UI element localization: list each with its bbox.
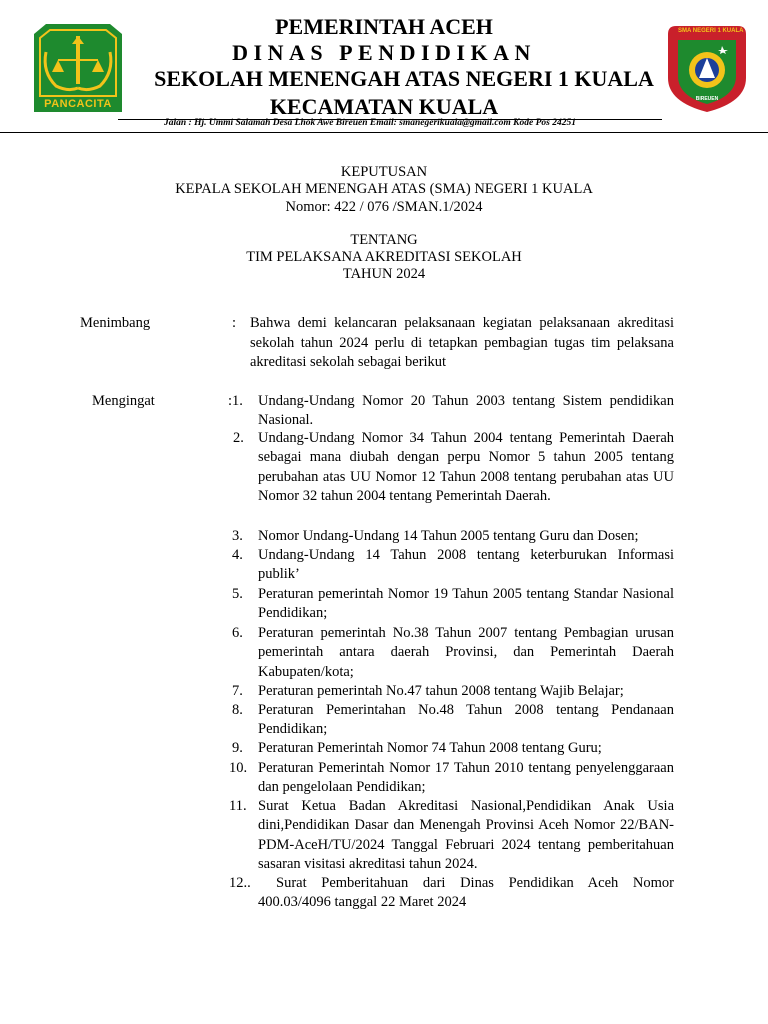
- mengingat-item-text: Peraturan Pemerintah Nomor 17 Tahun 2010 tentang penyelenggaraan dan pengelolaan Pendidikan;: [258, 760, 674, 796]
- pancacita-text: PANCACITA: [44, 98, 112, 110]
- menimbang-text: Bahwa demi kelancaran pelaksanaan kegiatan pelaksanaan akreditasi sekolah tahun 2024 perlu di tetapkan pembagian tugas tim pelaksana akreditasi sekolah sebagai berikut: [250, 315, 674, 370]
- mengingat-item-number: 4.: [232, 547, 243, 563]
- menimbang-colon: :: [232, 315, 237, 331]
- mengingat-label: Mengingat: [92, 393, 155, 409]
- mengingat-item-text: Surat Pemberitahuan dari Dinas Pendidikan Aceh Nomor 400.03/4096 tanggal 22 Maret 2024: [258, 875, 674, 911]
- decree-subject: TIM PELAKSANA AKREDITASI SEKOLAH: [246, 249, 522, 265]
- mengingat-item-number: 5.: [232, 586, 243, 602]
- decree-number: Nomor: 422 / 076 /SMAN.1/2024: [285, 199, 483, 215]
- letterhead-address: Jalan : Hj. Ummi Salamah Desa Lhok Awe Bireuen Email: smanegerikuala@gmail.com Kode Pos 24251: [164, 118, 576, 128]
- letterhead-department: DINAS PENDIDIKAN: [232, 40, 536, 65]
- school-logo-text: SMA NEGERI 1 KUALA: [678, 28, 744, 34]
- letterhead-government: PEMERINTAH ACEH: [275, 14, 493, 39]
- mengingat-item-text: Peraturan pemerintah No.47 tahun 2008 tentang Wajib Belajar;: [258, 683, 624, 699]
- mengingat-item-text: Peraturan Pemerintah Nomor 74 Tahun 2008 tentang Guru;: [258, 740, 602, 756]
- menimbang-label: Menimbang: [80, 315, 151, 331]
- mengingat-item-number: 7.: [232, 683, 243, 699]
- letterhead-school: SEKOLAH MENENGAH ATAS NEGERI 1 KUALA: [154, 66, 654, 91]
- letterhead-district: KECAMATAN KUALA: [269, 94, 499, 119]
- mengingat-item-number: :1.: [228, 393, 243, 409]
- mengingat-item-text: Surat Ketua Badan Akreditasi Nasional,Pendidikan Anak Usia dini,Pendidikan Dasar dan Menengah Provinsi Aceh Nomor 22/BAN-PDM-AceH/TU/2024 Tanggal Februari 2024 tentang pemberitahuan sasaran visitasi akreditasi tahun 2024.: [258, 798, 674, 873]
- mengingat-item-text: Peraturan pemerintah No.38 Tahun 2007 tentang Pembagian urusan pemerintah antara daerah Provinsi, dan Pemerintah Daerah Kabupaten/kota;: [258, 625, 674, 680]
- mengingat-item-text: Undang-Undang Nomor 20 Tahun 2003 tentang Sistem pendidikan Nasional.: [258, 393, 674, 429]
- mengingat-item-text: Undang-Undang 14 Tahun 2008 tentang keterburukan Informasi publik’: [258, 547, 674, 583]
- mengingat-item-number: 9.: [232, 740, 243, 756]
- mengingat-item-number: 2.: [233, 430, 244, 446]
- mengingat-item-text: Nomor Undang-Undang 14 Tahun 2005 tentang Guru dan Dosen;: [258, 528, 639, 544]
- decree-heading: KEPUTUSAN: [340, 164, 428, 180]
- mengingat-item-number: 12..: [229, 875, 251, 891]
- mengingat-item-text: Peraturan Pemerintahan No.48 Tahun 2008 tentang Pendanaan Pendidikan;: [258, 702, 674, 738]
- mengingat-item-number: 8.: [232, 702, 243, 718]
- mengingat-item-number: 3.: [232, 528, 243, 544]
- about-heading: TENTANG: [350, 232, 418, 248]
- mengingat-item-text: Peraturan pemerintah Nomor 19 Tahun 2005 tentang Standar Nasional Pendidikan;: [258, 586, 674, 622]
- letterhead-rule-bottom: [0, 132, 768, 133]
- mengingat-item-number: 11.: [229, 798, 247, 814]
- decree-year: TAHUN 2024: [342, 266, 426, 282]
- mengingat-item-text: Undang-Undang Nomor 34 Tahun 2004 tentang Pemerintah Daerah sebagai mana diubah dengan perpu Nomor 5 tahun 2005 tentang perubahan atas UU Nomor 12 Tahun 2008 tentang perubahan atas UU Nomor 32 tahun 2004 tentang Pemerintah Daerah.: [258, 430, 674, 505]
- mengingat-item-number: 10.: [229, 760, 248, 776]
- decree-issuer: KEPALA SEKOLAH MENENGAH ATAS (SMA) NEGERI 1 KUALA: [175, 181, 593, 197]
- mengingat-item-number: 6.: [232, 625, 243, 641]
- school-logo-bottom-text: BIREUEN: [695, 96, 719, 102]
